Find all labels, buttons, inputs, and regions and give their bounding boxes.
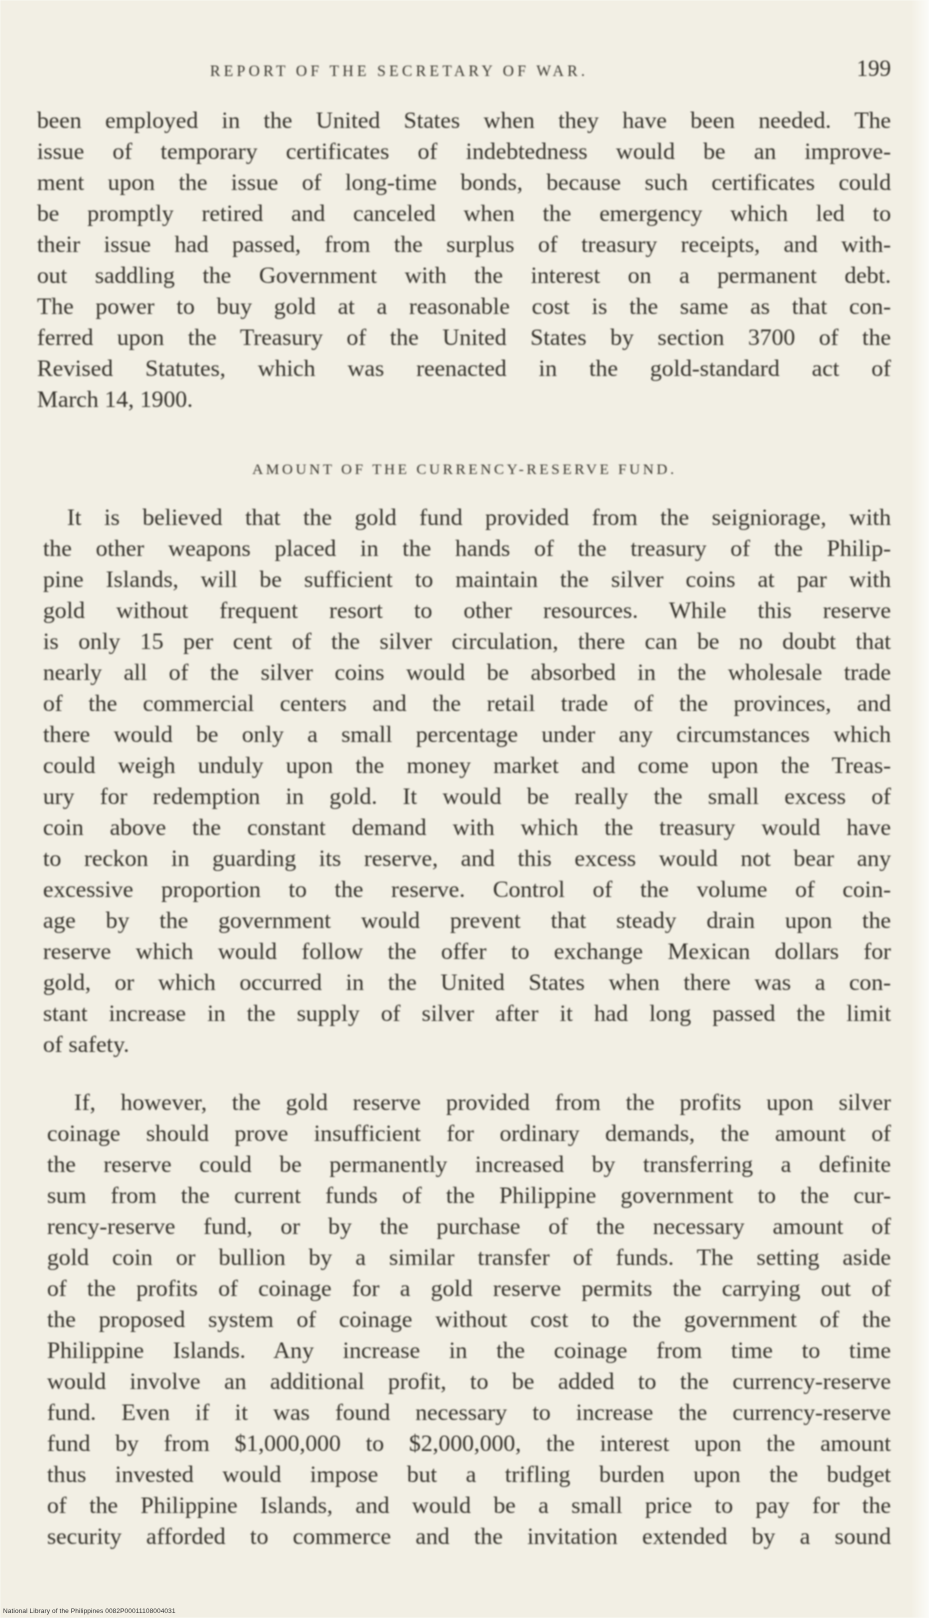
text-line: pine Islands, will be sufficient to maintain the silver coins at par with: [43, 567, 891, 593]
text-line: of safety.: [43, 1032, 130, 1058]
page-number: 199: [856, 56, 891, 81]
text-line: March 14, 1900.: [37, 387, 193, 413]
text-line: If, however, the gold reserve provided from the profits upon silver: [74, 1090, 891, 1116]
text-line: The power to buy gold at a reasonable cost is the same as that con-: [37, 294, 891, 320]
text-line: gold without frequent resort to other resources. While this reserve: [43, 598, 891, 624]
text-line: coin above the constant demand with which the treasury would have: [43, 815, 891, 841]
text-line: coinage should prove insufficient for ordinary demands, the amount of: [47, 1121, 891, 1147]
text-line: reserve which would follow the offer to exchange Mexican dollars for: [43, 939, 891, 965]
text-line: excessive proportion to the reserve. Control of the volume of coin-: [43, 877, 891, 903]
text-line: thus invested would impose but a trifling burden upon the budget: [47, 1462, 891, 1488]
text-line: would involve an additional profit, to be added to the currency-reserve: [47, 1369, 891, 1395]
page-edge-shade: [911, 0, 929, 1618]
text-line: ury for redemption in gold. It would be really the small excess of: [43, 784, 891, 810]
text-line: It is believed that the gold fund provided from the seigniorage, with: [67, 505, 891, 531]
text-line: their issue had passed, from the surplus of treasury receipts, and with-: [37, 232, 891, 258]
section-heading: AMOUNT OF THE CURRENCY-RESERVE FUND.: [252, 462, 677, 478]
text-line: the reserve could be permanently increased by transferring a definite: [47, 1152, 891, 1178]
text-line: out saddling the Government with the interest on a permanent debt.: [37, 263, 891, 289]
text-line: of the commercial centers and the retail trade of the provinces, and: [43, 691, 891, 717]
text-line: age by the government would prevent that steady drain upon the: [43, 908, 891, 934]
text-line: gold, or which occurred in the United States when there was a con-: [43, 970, 891, 996]
text-line: ment upon the issue of long-time bonds, because such certificates could: [37, 170, 891, 196]
text-line: there would be only a small percentage under any circumstances which: [43, 722, 891, 748]
text-line: fund. Even if it was found necessary to increase the currency-reserve: [47, 1400, 891, 1426]
text-line: been employed in the United States when they have been needed. The: [37, 108, 891, 134]
text-line: nearly all of the silver coins would be absorbed in the wholesale trade: [43, 660, 891, 686]
text-line: issue of temporary certificates of indebtedness would be an improve-: [37, 139, 891, 165]
text-line: Philippine Islands. Any increase in the coinage from time to time: [47, 1338, 891, 1364]
text-line: could weigh unduly upon the money market and come upon the Treas-: [43, 753, 891, 779]
text-line: rency-reserve fund, or by the purchase of the necessary amount of: [47, 1214, 891, 1240]
text-line: to reckon in guarding its reserve, and this excess would not bear any: [43, 846, 891, 872]
text-line: stant increase in the supply of silver after it had long passed the limit: [43, 1001, 891, 1027]
text-line: security afforded to commerce and the invitation extended by a sound: [47, 1524, 891, 1550]
scan-footer: National Library of the Philippines 0082P00011108004031: [3, 1608, 176, 1615]
text-line: Revised Statutes, which was reenacted in the gold-standard act of: [37, 356, 891, 382]
text-line: of the profits of coinage for a gold reserve permits the carrying out of: [47, 1276, 891, 1302]
running-header: [0, 56, 929, 90]
text-line: gold coin or bullion by a similar transfer of funds. The setting aside: [47, 1245, 891, 1271]
text-line: be promptly retired and canceled when the emergency which led to: [37, 201, 891, 227]
text-line: the proposed system of coinage without cost to the government of the: [47, 1307, 891, 1333]
text-line: of the Philippine Islands, and would be a small price to pay for the: [47, 1493, 891, 1519]
running-title: REPORT OF THE SECRETARY OF WAR.: [210, 63, 589, 80]
text-line: is only 15 per cent of the silver circulation, there can be no doubt that: [43, 629, 891, 655]
text-line: the other weapons placed in the hands of the treasury of the Philip-: [43, 536, 891, 562]
text-line: fund by from $1,000,000 to $2,000,000, the interest upon the amount: [47, 1431, 891, 1457]
text-line: ferred upon the Treasury of the United States by section 3700 of the: [37, 325, 891, 351]
text-line: sum from the current funds of the Philippine government to the cur-: [47, 1183, 891, 1209]
